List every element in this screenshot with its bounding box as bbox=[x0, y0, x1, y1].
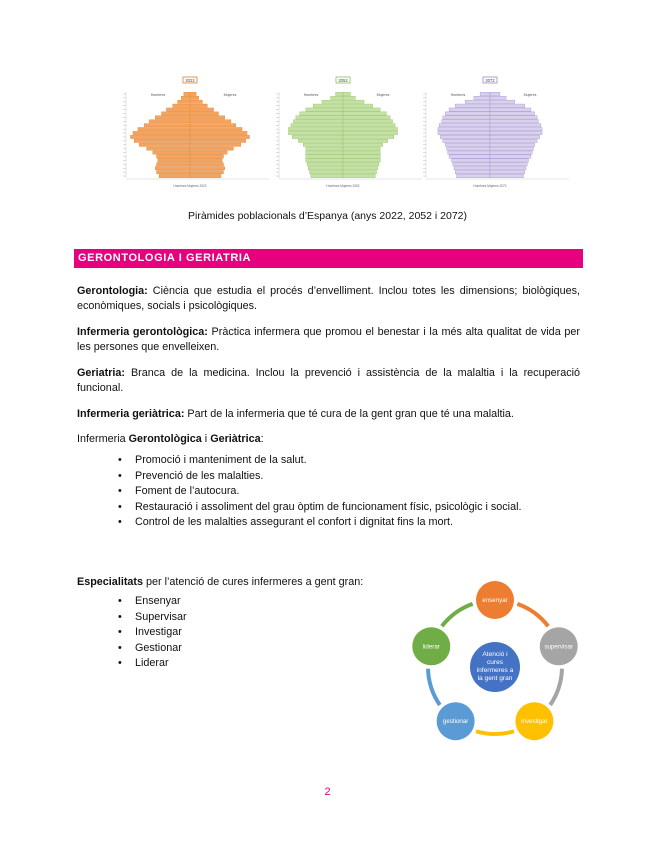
center-line-1: Atenció i bbox=[482, 651, 508, 658]
pyramid-bar-women bbox=[490, 131, 542, 134]
pyramid-bar-women bbox=[343, 159, 380, 162]
population-pyramid-2072 bbox=[410, 70, 575, 194]
pyramid-bar-women bbox=[190, 127, 242, 130]
pyramid-bar-men bbox=[147, 147, 190, 150]
pyramid-bar-men bbox=[457, 174, 490, 177]
section-header bbox=[74, 249, 583, 268]
list-item: • Foment de l’autocura. bbox=[118, 484, 521, 500]
definition-infermeria-gerontologica: Infermeria gerontològica: Pràctica infermera que promou el benestar i la més alta qualitat de vida per les persones que envelleixen. bbox=[77, 325, 580, 354]
pyramid-bar-women bbox=[190, 112, 219, 115]
pyramid-bar-women bbox=[343, 96, 355, 99]
pyramid-left-label: Hombres bbox=[303, 93, 319, 97]
pyramid-bar-women bbox=[490, 155, 531, 158]
pyramid-bar-women bbox=[190, 139, 246, 142]
pyramid-bar-men bbox=[184, 92, 190, 95]
pyramid-bar-men bbox=[181, 96, 190, 99]
pyramid-bar-women bbox=[490, 151, 532, 154]
list-item: • Ensenyar bbox=[118, 594, 187, 610]
pyramid-bar-women bbox=[190, 108, 214, 111]
pyramid-bar-men bbox=[442, 120, 490, 123]
pyramid-bar-men bbox=[133, 131, 190, 134]
pyramid-bar-men bbox=[306, 151, 343, 154]
pyramid-bar-women bbox=[190, 116, 225, 119]
pyramid-bar-men bbox=[465, 100, 490, 103]
list-item: • Prevenció de les malalties. bbox=[118, 469, 521, 485]
pyramid-bar-women bbox=[343, 127, 398, 130]
pyramid-bar-men bbox=[453, 163, 490, 166]
pyramid-bar-women bbox=[490, 96, 506, 99]
pyramid-bar-women bbox=[490, 163, 527, 166]
pyramid-bar-men bbox=[157, 155, 190, 158]
pyramid-bar-men bbox=[292, 135, 343, 138]
pyramid-bar-men bbox=[331, 96, 343, 99]
pyramid-bar-women bbox=[190, 131, 247, 134]
pyramid-bar-women bbox=[343, 174, 375, 177]
pyramid-bar-men bbox=[134, 139, 190, 142]
pyramid-bar-women bbox=[190, 124, 236, 127]
population-pyramid-2022 bbox=[110, 70, 275, 194]
pyramid-bar-men bbox=[298, 139, 343, 142]
pyramid-bar-men bbox=[454, 167, 490, 170]
cycle-node-label: liderar bbox=[422, 643, 440, 651]
pyramid-bar-women bbox=[490, 143, 535, 146]
pyramid-bar-women bbox=[343, 92, 350, 95]
pyramid-bar-women bbox=[490, 92, 500, 95]
pyramid-bar-women bbox=[190, 159, 222, 162]
pyramid-bar-men bbox=[455, 104, 490, 107]
pyramid-bar-men bbox=[307, 163, 343, 166]
pyramid-x-axis-label: Hombres Mujeres 2072 bbox=[473, 184, 507, 188]
pyramid-bar-women bbox=[190, 174, 221, 177]
pyramid-svg bbox=[110, 70, 275, 194]
list-item: • Control de les malalties assegurant el confort i dignitat fins la mort. bbox=[118, 515, 521, 531]
specialties-intro: Especialitats per l’atenció de cures infermeres a gent gran: bbox=[77, 575, 364, 588]
pyramid-bar-women bbox=[190, 167, 225, 170]
pyramid-bar-women bbox=[190, 120, 231, 123]
pyramid-bar-men bbox=[306, 147, 343, 150]
nursing-goals-list bbox=[118, 453, 521, 531]
definition-geriatria: Geriatria: Branca de la medicina. Inclou la prevenció i assistència de la malaltia i la recuperació funcional. bbox=[77, 366, 580, 395]
cycle-node-label: ensenyar bbox=[482, 597, 508, 604]
pyramid-bar-men bbox=[139, 143, 190, 146]
list-item: • Supervisar bbox=[118, 610, 187, 626]
pyramid-bar-women bbox=[190, 100, 202, 103]
pyramid-bar-men bbox=[310, 170, 343, 173]
pyramid-bar-women bbox=[343, 163, 379, 166]
pyramid-bar-men bbox=[308, 167, 343, 170]
pyramid-bar-men bbox=[322, 100, 343, 103]
pyramid-bar-men bbox=[445, 143, 490, 146]
pyramid-left-label: Hombres bbox=[150, 93, 166, 97]
pyramid-right-label: Mujeres bbox=[376, 93, 390, 97]
pyramid-bar-men bbox=[166, 108, 190, 111]
pyramid-bar-women bbox=[343, 112, 386, 115]
pyramid-bar-men bbox=[438, 127, 490, 130]
pyramid-bar-men bbox=[161, 112, 190, 115]
pyramid-bar-women bbox=[343, 151, 380, 154]
pyramid-bar-women bbox=[190, 143, 241, 146]
pyramid-bar-men bbox=[306, 108, 343, 111]
pyramid-bar-women bbox=[490, 170, 525, 173]
cycle-node-label: gestionar bbox=[442, 718, 469, 726]
pyramid-bar-men bbox=[474, 96, 490, 99]
pyramid-bar-women bbox=[343, 100, 364, 103]
page-number: 2 bbox=[324, 786, 331, 798]
pyramid-bar-men bbox=[296, 116, 343, 119]
pyramid-bar-men bbox=[157, 170, 190, 173]
center-line-2: cures bbox=[486, 659, 504, 666]
pyramid-svg bbox=[263, 70, 428, 194]
pyramid-bar-women bbox=[190, 147, 233, 150]
pyramid-bar-men bbox=[155, 116, 190, 119]
pyramid-bar-men bbox=[311, 174, 343, 177]
pyramid-bar-men bbox=[336, 92, 343, 95]
pyramid-bar-women bbox=[343, 167, 378, 170]
pyramid-bar-women bbox=[490, 124, 541, 127]
pyramid-bar-women bbox=[343, 108, 380, 111]
pyramid-bar-men bbox=[447, 147, 490, 150]
cycle-node-label: investigar bbox=[521, 718, 548, 726]
pyramid-bar-men bbox=[452, 159, 490, 162]
pyramid-bar-men bbox=[155, 167, 190, 170]
pyramid-left-label: Hombres bbox=[450, 93, 466, 97]
pyramid-bar-men bbox=[448, 151, 490, 154]
definition-infermeria-geriatrica: Infermeria geriàtrica: Part de la infermeria que té cura de la gent gran que té una malaltia. bbox=[77, 407, 514, 420]
pyramid-x-axis-label: Hombres Mujeres 2052 bbox=[326, 184, 360, 188]
pyramid-year-label: 2022 bbox=[185, 78, 195, 83]
pyramid-bar-men bbox=[153, 151, 190, 154]
pyramid-bar-women bbox=[343, 104, 373, 107]
pyramid-bar-men bbox=[288, 127, 343, 130]
pyramid-svg bbox=[410, 70, 575, 194]
pyramid-bar-women bbox=[190, 96, 199, 99]
pyramid-bar-men bbox=[443, 116, 490, 119]
pyramid-bar-men bbox=[443, 139, 490, 142]
pyramid-bar-men bbox=[291, 124, 343, 127]
pyramid-bar-women bbox=[343, 120, 393, 123]
pyramid-bar-men bbox=[445, 112, 490, 115]
list-item: • Gestionar bbox=[118, 641, 187, 657]
list-item: • Promoció i manteniment de la salut. bbox=[118, 453, 521, 469]
pyramid-bar-women bbox=[343, 170, 376, 173]
pyramid-bar-men bbox=[449, 108, 490, 111]
specialties-cycle-diagram bbox=[405, 577, 585, 747]
pyramid-right-label: Mujeres bbox=[223, 93, 237, 97]
pyramid-bar-women bbox=[490, 167, 526, 170]
nursing-goals-intro: Infermeria Gerontològica i Geriàtrica: bbox=[77, 432, 264, 445]
pyramid-bar-men bbox=[306, 155, 343, 158]
pyramid-x-axis-label: Hombres Mujeres 2022 bbox=[173, 184, 207, 188]
pyramid-bar-women bbox=[490, 159, 528, 162]
pyramid-right-label: Mujeres bbox=[523, 93, 537, 97]
pyramid-year-label: 2052 bbox=[338, 78, 348, 83]
pyramid-bar-men bbox=[178, 100, 190, 103]
pyramid-bar-men bbox=[300, 112, 343, 115]
pyramid-bar-women bbox=[490, 135, 540, 138]
pyramid-bar-women bbox=[490, 116, 537, 119]
pyramid-bar-women bbox=[490, 112, 535, 115]
pyramid-bar-women bbox=[190, 170, 223, 173]
pyramid-bar-women bbox=[190, 104, 207, 107]
pyramid-bar-women bbox=[343, 143, 383, 146]
definition-gerontologia: Gerontologia: Ciència que estudia el procés d’envelliment. Inclou totes les dimensions; biològiques, econòmiques, socials i psicològiques. bbox=[77, 284, 580, 313]
pyramid-bar-women bbox=[490, 108, 531, 111]
cycle-connector-arc bbox=[517, 604, 548, 626]
pyramid-bar-women bbox=[343, 124, 395, 127]
pyramid-bar-women bbox=[490, 147, 533, 150]
pyramid-bar-men bbox=[449, 155, 490, 158]
pyramid-bar-women bbox=[343, 139, 388, 142]
pyramid-bar-men bbox=[130, 135, 190, 138]
pyramid-bar-women bbox=[190, 151, 227, 154]
center-line-4: la gent gran bbox=[477, 675, 513, 682]
center-line-3: infermeres a bbox=[476, 667, 514, 674]
pyramid-bar-women bbox=[190, 163, 223, 166]
pyramid-bar-men bbox=[455, 170, 490, 173]
cycle-connector-arc bbox=[442, 604, 473, 626]
pyramid-bar-men bbox=[440, 135, 490, 138]
pyramid-bar-women bbox=[190, 155, 223, 158]
pyramid-bar-women bbox=[490, 127, 542, 130]
population-pyramid-2052 bbox=[263, 70, 428, 194]
pyramid-bar-men bbox=[439, 124, 490, 127]
pyramid-bar-women bbox=[343, 116, 390, 119]
pyramid-year-label: 2072 bbox=[485, 78, 495, 83]
cycle-node-label: supervisar bbox=[544, 643, 573, 651]
pyramid-bar-men bbox=[144, 124, 190, 127]
pyramid-bar-men bbox=[149, 120, 190, 123]
pyramid-bar-women bbox=[190, 135, 250, 138]
pyramid-bar-men bbox=[480, 92, 490, 95]
list-item: • Restauració i assoliment del grau òptim de funcionament físic, psicològic i social. bbox=[118, 500, 521, 516]
pyramid-bar-women bbox=[190, 92, 196, 95]
pyramid-bar-women bbox=[490, 174, 523, 177]
pyramid-bar-men bbox=[158, 159, 190, 162]
cycle-connector-arc bbox=[550, 669, 562, 705]
pyramid-bar-men bbox=[293, 120, 343, 123]
section-title: GERONTOLOGIA I GERIATRIA bbox=[78, 252, 252, 264]
pyramid-bar-men bbox=[173, 104, 190, 107]
pyramid-bar-men bbox=[138, 127, 190, 130]
cycle-connector-arc bbox=[476, 731, 514, 734]
pyramid-bar-men bbox=[313, 104, 343, 107]
pyramid-bar-women bbox=[490, 100, 515, 103]
list-item: • Liderar bbox=[118, 656, 187, 672]
pyramid-bar-women bbox=[490, 139, 537, 142]
figure-caption: Piràmides poblacionals d’Espanya (anys 2022, 2052 i 2072) bbox=[187, 210, 467, 222]
pyramid-bar-men bbox=[438, 131, 490, 134]
pyramid-bar-women bbox=[343, 135, 394, 138]
pyramid-bar-women bbox=[490, 120, 538, 123]
pyramid-bar-men bbox=[288, 131, 343, 134]
pyramid-bar-women bbox=[343, 147, 380, 150]
pyramid-bar-women bbox=[490, 104, 525, 107]
pyramid-bar-men bbox=[159, 174, 190, 177]
specialties-list bbox=[118, 594, 187, 672]
pyramid-bar-men bbox=[303, 143, 343, 146]
pyramid-bar-women bbox=[343, 155, 380, 158]
pyramid-bar-women bbox=[343, 131, 398, 134]
pyramid-bar-men bbox=[157, 163, 190, 166]
cycle-connector-arc bbox=[428, 669, 440, 705]
pyramid-bar-men bbox=[306, 159, 343, 162]
list-item: • Investigar bbox=[118, 625, 187, 641]
